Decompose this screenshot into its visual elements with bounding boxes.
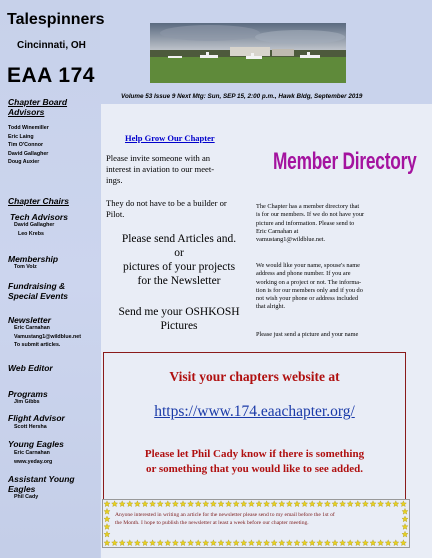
programs-heading: Programs [8, 389, 48, 399]
star-icon [264, 540, 270, 546]
star-icon [402, 531, 408, 537]
directory-paragraph-2: We would like your name, spouse's name address and phone number. If you are working on a project or not. The informa- tion is for our members only and if you do not wish your phone or address included that alright. [256, 262, 363, 311]
young-eagles-link[interactable]: www.yeday.org [14, 458, 53, 465]
star-icon [400, 540, 406, 546]
board-heading: Chapter Board Advisors [8, 97, 68, 117]
list-item: Doug Auxier [8, 159, 40, 165]
star-icon [119, 501, 125, 507]
star-icon [324, 501, 330, 507]
star-icon [112, 501, 118, 507]
submission-note-text: Anyone interested in writing an article for the newsletter please send to my email before the 1st of the Month. I hope to publish the newsletter at least a week before our chapter meeting. [115, 512, 335, 526]
star-icon [134, 501, 140, 507]
member-directory-title: Member Directory [273, 148, 417, 175]
star-icon [180, 501, 186, 507]
star-icon [317, 540, 323, 546]
star-icon [324, 540, 330, 546]
star-icon [241, 501, 247, 507]
star-icon [393, 501, 399, 507]
list-item: Tim O'Connor [8, 142, 44, 148]
star-icon [347, 501, 353, 507]
star-icon [142, 501, 148, 507]
young-eagles-info: Eric Carnahan www.yeday.org [14, 450, 53, 465]
star-icon [165, 540, 171, 546]
star-icon [172, 540, 178, 546]
visit-website-heading: Visit your chapters website at [169, 369, 340, 384]
star-icon [241, 540, 247, 546]
star-icon [119, 540, 125, 546]
star-icon [402, 508, 408, 514]
star-icon [402, 516, 408, 522]
star-icon [248, 540, 254, 546]
star-icon [362, 540, 368, 546]
star-icon [203, 501, 209, 507]
directory-email[interactable]: vamustang1@wildblue.net. [256, 236, 326, 244]
star-icon [150, 540, 156, 546]
web-editor-heading: Web Editor [8, 363, 53, 373]
star-icon [279, 501, 285, 507]
board-list [8, 124, 49, 167]
star-icon [286, 540, 292, 546]
star-icon [264, 501, 270, 507]
oshkosh-text: Send me your OSHKOSH Pictures [118, 306, 240, 332]
star-icon [355, 501, 361, 507]
star-icon [271, 501, 277, 507]
star-icon [347, 540, 353, 546]
website-link[interactable]: https://www.174.eaachapter.org/ [154, 403, 355, 420]
star-icon [370, 540, 376, 546]
newsletter-email[interactable]: Vamustang1@wildblue.net [14, 333, 81, 340]
star-icon [210, 501, 216, 507]
newsletter-title: Talespinners [7, 11, 105, 28]
star-icon [180, 540, 186, 546]
star-icon [195, 540, 201, 546]
assistant-young-eagles-heading: Assistant Young Eagles [8, 474, 75, 494]
membership-heading: Membership [8, 254, 59, 264]
fundraising-heading: Fundraising & Special Events [8, 281, 69, 301]
star-icon [385, 540, 391, 546]
invite-text: Please invite someone with an interest in aviation to our meet- ings. [106, 153, 215, 185]
star-icon [332, 540, 338, 546]
star-icon [104, 540, 110, 546]
star-icon [332, 501, 338, 507]
star-icon [302, 540, 308, 546]
chapter-name: EAA 174 [7, 64, 95, 87]
membership-name: Tom Volz [14, 264, 37, 270]
star-icon [226, 501, 232, 507]
list-item: David Gallagher [8, 150, 49, 157]
star-icon [340, 501, 346, 507]
star-icon [355, 540, 361, 546]
send-articles-text: Please send Articles and. or pictures of your projects for the Newsletter [121, 233, 237, 287]
newsletter-contact: Eric Carnahan Vamustang1@wildblue.net To submit articles. [14, 325, 81, 348]
issue-meeting-info: Volume 53 Issue 9 Next Mtg: Sun, SEP 15, 2:00 p.m., Hawk Bldg, September 2019 [121, 93, 363, 100]
star-icon [127, 540, 133, 546]
star-icon [256, 540, 262, 546]
star-icon [134, 540, 140, 546]
star-icon [385, 501, 391, 507]
star-icon [142, 540, 148, 546]
star-icon [340, 540, 346, 546]
star-icon [233, 540, 239, 546]
tech-heading: Tech Advisors [10, 212, 68, 222]
star-icon [294, 540, 300, 546]
star-icon [172, 501, 178, 507]
star-icon [302, 501, 308, 507]
star-icon [233, 501, 239, 507]
star-icon [248, 501, 254, 507]
phil-cady-request: Please let Phil Cady know if there is something or something that you would like to see added. [144, 448, 365, 475]
star-icon [309, 501, 315, 507]
star-icon [286, 501, 292, 507]
flight-advisor-name: Scott Hersha [14, 424, 47, 430]
star-icon [294, 501, 300, 507]
star-icon [402, 524, 408, 530]
star-icon [362, 501, 368, 507]
newsletter-submission-note [102, 499, 410, 548]
list-item: Eric Laing [8, 133, 34, 140]
newsletter-heading: Newsletter [8, 315, 51, 325]
star-icon [104, 508, 110, 514]
star-icon [157, 540, 163, 546]
star-icon [210, 540, 216, 546]
directory-paragraph-1: The Chapter has a member directory that is for our members. If we do not have your picture and information. Please send to Eric Carnahan at vamustang1@wildblue.net. [256, 203, 365, 244]
star-icon [165, 501, 171, 507]
star-icon [218, 540, 224, 546]
star-icon [157, 501, 163, 507]
star-icon [309, 540, 315, 546]
star-icon [271, 540, 277, 546]
star-icon [104, 524, 110, 530]
star-icon [112, 540, 118, 546]
star-icon [203, 540, 209, 546]
chairs-heading: Chapter Chairs [8, 196, 69, 206]
star-icon [188, 501, 194, 507]
star-icon [104, 516, 110, 522]
not-builder-text: They do not have to be a builder or Pilot. [106, 198, 227, 219]
star-icon [188, 540, 194, 546]
star-icon [127, 501, 133, 507]
star-icon [317, 501, 323, 507]
help-grow-link[interactable]: Help Grow Our Chapter [125, 133, 215, 143]
star-icon [104, 531, 110, 537]
directory-paragraph-3: Please just send a picture and your name [256, 331, 359, 338]
star-icon [370, 501, 376, 507]
star-icon [378, 540, 384, 546]
airfield-photo [150, 23, 346, 83]
star-icon [150, 501, 156, 507]
star-icon [226, 540, 232, 546]
star-icon [256, 501, 262, 507]
star-icon [400, 501, 406, 507]
chapter-city: Cincinnati, OH [17, 40, 86, 51]
flight-advisor-heading: Flight Advisor [8, 413, 65, 423]
programs-name: Jim Gibbs [14, 399, 40, 405]
list-item: Todd Winemiller [8, 125, 49, 131]
star-icon [218, 501, 224, 507]
star-icon [104, 501, 110, 507]
young-eagles-heading: Young Eagles [8, 439, 64, 449]
tech-list: David Gallagher Leo Krebs [14, 222, 55, 237]
star-icon [279, 540, 285, 546]
star-icon [378, 501, 384, 507]
star-icon [195, 501, 201, 507]
assistant-name: Phil Cady [14, 494, 39, 500]
star-icon [393, 540, 399, 546]
